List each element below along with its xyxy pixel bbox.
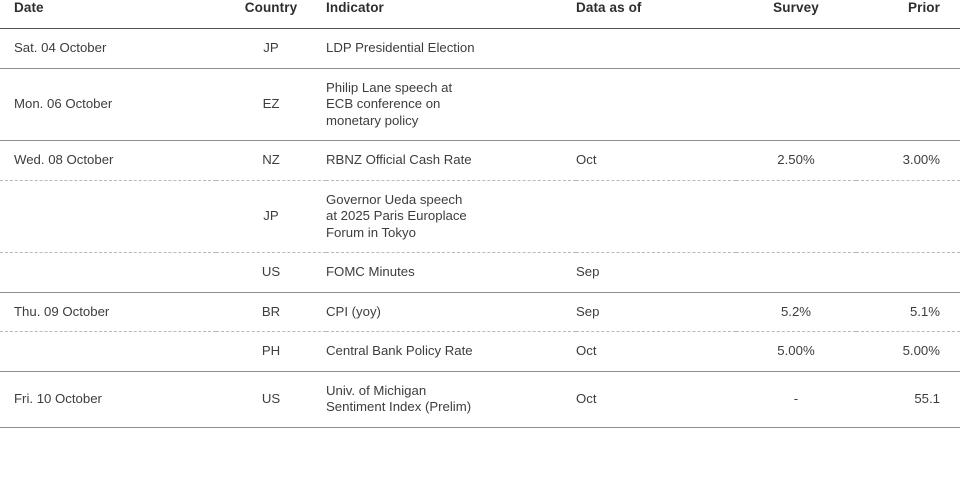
cell-country: US — [216, 253, 326, 293]
column-header-prior: Prior — [907, 0, 940, 15]
cell-survey — [736, 68, 856, 141]
indicator-line: Forum in Tokyo — [326, 224, 416, 240]
cell-date — [0, 332, 216, 372]
cell-prior — [856, 180, 960, 253]
cell-data-as-of — [576, 68, 736, 141]
cell-indicator — [326, 180, 576, 253]
cell-prior: 5.00% — [856, 332, 960, 372]
table-row — [0, 253, 960, 293]
indicator-line: LDP Presidential Election — [326, 40, 475, 55]
cell-indicator — [326, 371, 576, 427]
column-header-country: Country — [244, 0, 298, 15]
cell-country: JP — [216, 29, 326, 69]
cell-country: JP — [216, 180, 326, 253]
indicator-text — [326, 152, 576, 169]
cell-survey: 2.50% — [736, 141, 856, 181]
table-row — [0, 141, 960, 181]
indicator-line: Central Bank Policy Rate — [326, 343, 473, 358]
indicator-line: at 2025 Paris Europlace — [326, 208, 467, 223]
column-header-date: Date — [14, 0, 44, 15]
cell-date: Thu. 09 October — [0, 292, 216, 332]
cell-survey: 5.2% — [736, 292, 856, 332]
indicator-text — [326, 343, 576, 360]
table-row — [0, 68, 960, 141]
table-row — [0, 332, 960, 372]
cell-data-as-of — [576, 180, 736, 253]
indicator-line: RBNZ Official Cash Rate — [326, 152, 472, 167]
cell-indicator — [326, 292, 576, 332]
cell-indicator — [326, 141, 576, 181]
cell-date: Fri. 10 October — [0, 371, 216, 427]
indicator-line: monetary policy — [326, 112, 419, 128]
table-row — [0, 292, 960, 332]
indicator-text — [326, 264, 576, 281]
cell-date — [0, 253, 216, 293]
cell-prior: 3.00% — [856, 141, 960, 181]
cell-data-as-of: Oct — [576, 371, 736, 427]
table-row — [0, 29, 960, 69]
cell-date: Sat. 04 October — [0, 29, 216, 69]
cell-prior: 55.1 — [856, 371, 960, 427]
cell-survey — [736, 29, 856, 69]
indicator-line: Philip Lane speech at — [326, 79, 453, 95]
cell-data-as-of: Sep — [576, 292, 736, 332]
indicator-text — [326, 40, 576, 57]
cell-data-as-of — [576, 29, 736, 69]
header-row — [0, 0, 960, 29]
cell-country: EZ — [216, 68, 326, 141]
cell-data-as-of: Oct — [576, 141, 736, 181]
table-row — [0, 180, 960, 253]
indicator-line: ECB conference on — [326, 96, 441, 111]
cell-data-as-of: Oct — [576, 332, 736, 372]
indicator-text — [326, 383, 576, 416]
cell-survey: 5.00% — [736, 332, 856, 372]
column-header-data-as-of: Data as of — [576, 0, 642, 15]
indicator-text — [326, 192, 576, 242]
cell-survey — [736, 180, 856, 253]
cell-indicator — [326, 332, 576, 372]
indicator-line: FOMC Minutes — [326, 264, 415, 279]
cell-country: NZ — [216, 141, 326, 181]
table-header — [0, 0, 960, 29]
indicator-text — [326, 80, 576, 130]
cell-survey: - — [736, 371, 856, 427]
cell-data-as-of: Sep — [576, 253, 736, 293]
indicator-line: Univ. of Michigan — [326, 382, 427, 398]
table-body — [0, 29, 960, 428]
cell-indicator — [326, 29, 576, 69]
table-row — [0, 371, 960, 427]
column-header-indicator: Indicator — [326, 0, 384, 15]
cell-prior — [856, 253, 960, 293]
cell-date: Mon. 06 October — [0, 68, 216, 141]
cell-indicator — [326, 253, 576, 293]
cell-country: US — [216, 371, 326, 427]
cell-indicator — [326, 68, 576, 141]
cell-prior — [856, 68, 960, 141]
cell-prior: 5.1% — [856, 292, 960, 332]
indicator-line: Governor Ueda speech — [326, 191, 463, 207]
indicator-line: CPI (yoy) — [326, 303, 381, 319]
cell-country: PH — [216, 332, 326, 372]
cell-survey — [736, 253, 856, 293]
column-header-survey: Survey — [773, 0, 819, 15]
indicator-line: Sentiment Index (Prelim) — [326, 399, 472, 414]
cell-date — [0, 180, 216, 253]
indicator-text — [326, 304, 576, 321]
cell-country: BR — [216, 292, 326, 332]
cell-date: Wed. 08 October — [0, 141, 216, 181]
cell-prior — [856, 29, 960, 69]
